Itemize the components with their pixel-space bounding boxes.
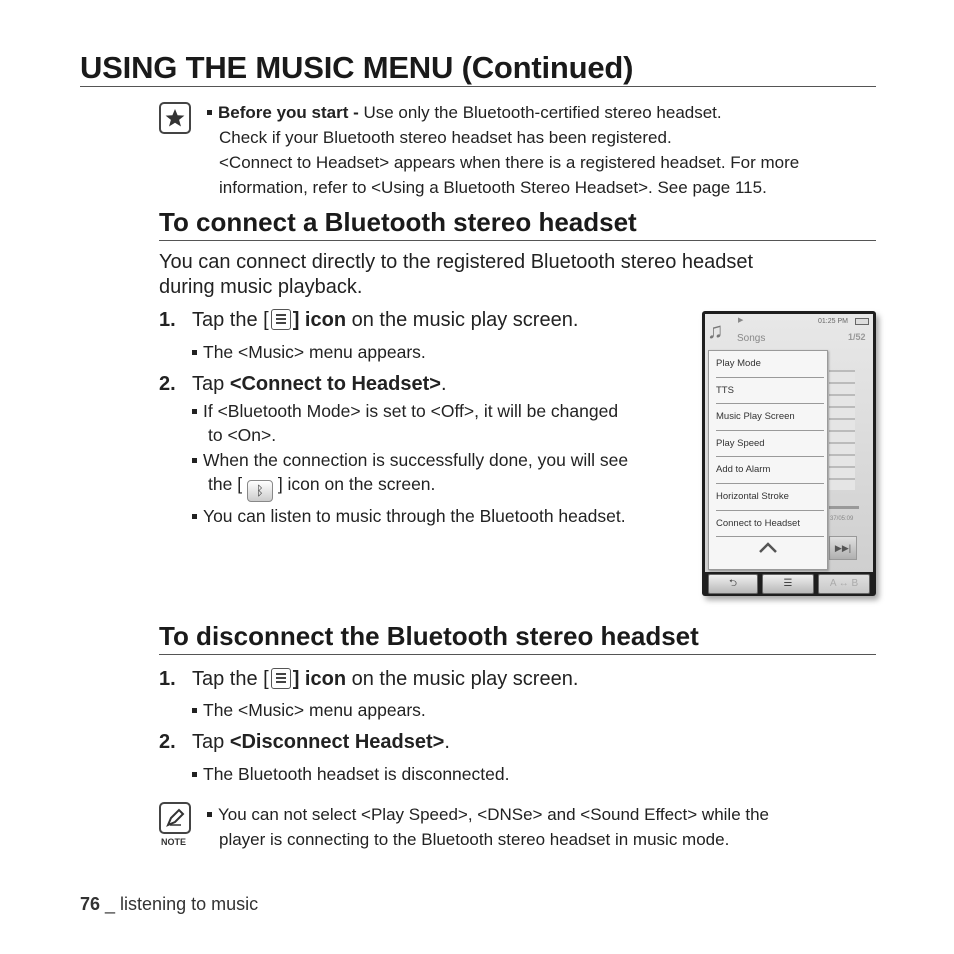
chevron-up-icon (757, 541, 779, 560)
step2-post: . (440, 373, 447, 395)
note-label: NOTE (161, 837, 187, 847)
device-menu-panel (708, 350, 828, 570)
sub1-line1: If <Bluetooth Mode> is set to <Off>, it will be changed (203, 401, 619, 421)
connect-step2 (159, 373, 447, 396)
note-line1: You can not select <Play Speed>, <DNSe> and <Sound Effect> while the (218, 805, 770, 824)
page-title: USING THE MUSIC MENU (Continued) (80, 50, 634, 85)
ab-repeat-label: A ↔ B (818, 574, 870, 594)
elapsed-time: 37/05:09 (830, 516, 854, 522)
step2-bold: <Connect to Headset> (229, 373, 441, 395)
play-status-icon: ▶ (738, 317, 744, 324)
connect-step2-subs (192, 399, 692, 528)
step-number: 2. (159, 731, 176, 753)
step1-bold: ] icon (292, 309, 347, 331)
step2-post: . (444, 731, 450, 753)
device-time: 01:25 PM (818, 318, 848, 325)
disconnect-step1-sub: The <Music> menu appears. (192, 698, 426, 722)
menu-icon (271, 668, 291, 689)
step-number: 1. (159, 309, 176, 331)
disconnect-step2-sub: The Bluetooth headset is disconnected. (192, 762, 509, 786)
step1-pre: Tap the [ (192, 309, 269, 331)
title-rule (80, 86, 876, 87)
step2-pre: Tap (192, 731, 230, 753)
step1-post: on the music play screen. (346, 668, 579, 690)
menu-item-add-to-alarm: Add to Alarm (716, 457, 824, 484)
step1-bold: ] icon (292, 668, 347, 690)
bluetooth-icon: ᛒ (247, 480, 273, 502)
note-block (207, 802, 877, 852)
sub3: You can listen to music through the Bluetooth headset. (203, 506, 626, 526)
note-line2: player is connecting to the Bluetooth stereo headset in music mode. (219, 830, 730, 849)
battery-icon (855, 318, 869, 325)
before-start-line4: information, refer to <Using a Bluetooth Stereo Headset>. See page 115. (219, 178, 767, 197)
before-start-line2: Check if your Bluetooth stereo headset has been registered. (219, 128, 672, 147)
disconnect-step1 (159, 668, 578, 691)
menu-item-tts: TTS (716, 378, 824, 405)
progress-bar (829, 506, 859, 509)
connect-intro-line1: You can connect directly to the registered Bluetooth stereo headset (159, 251, 754, 273)
next-track-icon: ▶▶| (829, 536, 857, 560)
device-menu-icon: ☰ (762, 574, 814, 594)
step1-post: on the music play screen. (346, 309, 579, 331)
device-header-label: Songs (737, 333, 766, 344)
page-number: 76 (80, 894, 101, 914)
sub2-line2-post: ] icon on the screen. (277, 474, 436, 494)
menu-item-play-mode: Play Mode (716, 351, 824, 378)
pencil-note-icon (159, 802, 191, 834)
sub2-line2-pre: the [ (208, 474, 243, 494)
menu-icon (271, 309, 291, 330)
page-footer (80, 894, 258, 915)
disconnect-rule (159, 654, 876, 655)
sub2-line1: When the connection is successfully done, you will see (203, 450, 629, 470)
before-start-block (207, 100, 877, 200)
star-note-icon (159, 102, 191, 134)
step2-pre: Tap (192, 373, 230, 395)
step1-pre: Tap the [ (192, 668, 269, 690)
connect-rule (159, 240, 876, 241)
before-start-line1: Use only the Bluetooth-certified stereo headset. (358, 103, 722, 122)
back-icon: ⮌ (708, 574, 758, 594)
connect-intro-line2: during music playback. (159, 276, 363, 298)
before-start-lead: Before you start - (218, 103, 359, 122)
track-count: 1/52 (848, 332, 866, 342)
menu-item-horizontal-stroke: Horizontal Stroke (716, 484, 824, 511)
disconnect-section-title: To disconnect the Bluetooth stereo headset (159, 621, 699, 651)
before-start-line3: <Connect to Headset> appears when there is a registered headset. For more (219, 153, 800, 172)
menu-item-music-play-screen: Music Play Screen (716, 404, 824, 431)
connect-section-title: To connect a Bluetooth stereo headset (159, 207, 637, 237)
menu-item-play-speed: Play Speed (716, 431, 824, 458)
music-note-icon: ♫ (707, 318, 724, 343)
step-number: 2. (159, 373, 176, 395)
connect-step1 (159, 309, 578, 332)
step2-bold: <Disconnect Headset> (229, 731, 445, 753)
footer-sep: _ (100, 894, 121, 914)
disconnect-step2 (159, 731, 450, 754)
sub1-line2: to <On>. (208, 425, 277, 445)
footer-section: listening to music (120, 894, 259, 914)
equalizer-bars (829, 370, 855, 490)
step-number: 1. (159, 668, 176, 690)
connect-step1-sub: The <Music> menu appears. (192, 340, 426, 364)
menu-item-connect-to-headset: Connect to Headset (716, 511, 824, 538)
